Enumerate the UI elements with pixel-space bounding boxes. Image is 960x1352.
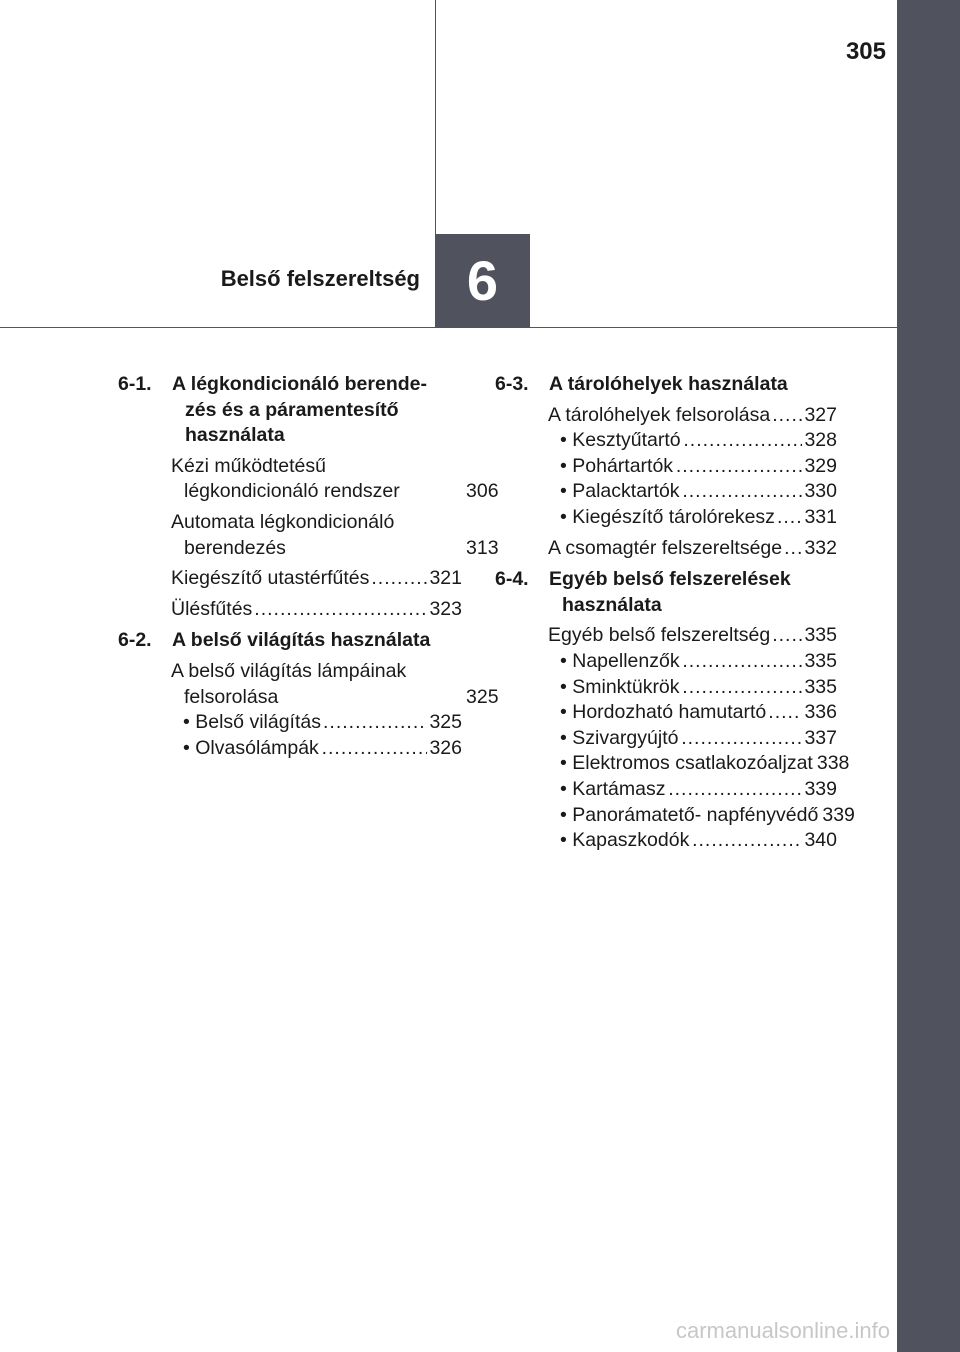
- dot-leader: [371, 566, 427, 592]
- bullet-icon: •: [560, 675, 573, 698]
- toc-entry[interactable]: [118, 454, 499, 505]
- entry-label: Kesztyűtartó: [572, 429, 681, 452]
- entry-label: Pohártartók: [572, 454, 674, 477]
- entry-label: Ülésfűtés: [171, 597, 253, 620]
- entry-label: A tárolóhelyek felsorolása: [548, 403, 771, 426]
- entry-label: Elektromos csatlakozóaljzat: [572, 752, 813, 775]
- toc-subentry[interactable]: [495, 777, 837, 803]
- dot-leader: [777, 505, 803, 531]
- entry-label: Szivargyújtó: [572, 726, 679, 749]
- toc-subentry[interactable]: [118, 710, 462, 736]
- dot-leader: [682, 649, 802, 675]
- dot-leader: [683, 428, 802, 454]
- entry-page: 330: [804, 480, 837, 503]
- section-title: A légkondicionáló berende- zés és a páramentesítő használata: [172, 373, 427, 447]
- dot-leader: [668, 777, 802, 803]
- section-title: Egyéb belső felszerelések használata: [549, 568, 791, 616]
- entry-label: Kézi működtetésű légkondicionáló rendszer: [171, 454, 400, 503]
- entry-label: Napellenzők: [572, 649, 680, 672]
- dot-leader: [772, 403, 802, 429]
- toc-entry[interactable]: [495, 623, 837, 649]
- entry-page: 326: [429, 736, 462, 759]
- entry-page: 339: [804, 777, 837, 800]
- watermark: carmanualsonline.info: [675, 1318, 890, 1343]
- chapter-number-box: 6: [435, 234, 530, 328]
- toc-section-6-1: [118, 372, 499, 622]
- section-heading[interactable]: [118, 372, 462, 449]
- bullet-icon: •: [560, 701, 573, 724]
- section-title: A belső világítás használata: [172, 629, 431, 652]
- bullet-icon: •: [560, 777, 573, 800]
- toc-entry[interactable]: [118, 510, 499, 561]
- toc-subentry[interactable]: [495, 700, 837, 726]
- entry-page: 340: [804, 829, 837, 852]
- toc-subentry[interactable]: [495, 726, 837, 752]
- entry-page: 332: [804, 536, 837, 559]
- toc-subentry[interactable]: [495, 803, 855, 829]
- toc-section-6-2: [118, 628, 499, 761]
- entry-label: A belső világítás lámpáinak felsorolása: [171, 659, 407, 708]
- entry-page: 325: [429, 711, 462, 734]
- entry-label: Panorámatető- napfényvédő: [572, 803, 819, 826]
- dot-leader: [682, 479, 802, 505]
- toc-column-right: [495, 372, 855, 860]
- entry-label: Belső világítás: [195, 711, 321, 734]
- chapter-title: Belső felszereltség: [220, 266, 420, 291]
- dot-leader: [682, 675, 802, 701]
- toc-entry[interactable]: [118, 597, 462, 623]
- section-number: 6-1.: [118, 373, 152, 395]
- bullet-icon: •: [183, 736, 196, 759]
- bullet-icon: •: [560, 649, 573, 672]
- toc-subentry[interactable]: [495, 479, 837, 505]
- entry-label: A csomagtér felszereltsége: [548, 536, 783, 559]
- bullet-icon: •: [560, 726, 573, 749]
- entry-page: 328: [804, 429, 837, 452]
- entry-page: 313: [466, 536, 499, 559]
- toc-subentry[interactable]: [495, 454, 837, 480]
- dot-leader: [768, 700, 802, 726]
- toc-subentry[interactable]: [495, 675, 837, 701]
- entry-page: 323: [429, 597, 462, 620]
- toc-column-left: [118, 372, 499, 767]
- entry-page: 325: [466, 685, 499, 708]
- dot-leader: [676, 454, 803, 480]
- entry-label: Kapaszkodók: [572, 829, 690, 852]
- bullet-icon: •: [560, 803, 573, 826]
- entry-page: 336: [804, 701, 837, 724]
- bullet-icon: •: [560, 752, 573, 775]
- toc-section-6-4: [495, 567, 855, 854]
- dot-leader: [681, 726, 802, 752]
- bullet-icon: •: [560, 505, 573, 528]
- toc-subentry[interactable]: [495, 428, 837, 454]
- entry-page: 306: [466, 480, 499, 503]
- entry-label: Automata légkondicionáló berendezés: [171, 510, 395, 559]
- section-heading[interactable]: [495, 372, 837, 398]
- entry-page: 335: [804, 675, 837, 698]
- entry-label: Palacktartók: [572, 480, 680, 503]
- dot-leader: [784, 536, 802, 562]
- entry-label: Sminktükrök: [572, 675, 680, 698]
- entry-page: 335: [804, 624, 837, 647]
- chapter-side-tab: [897, 0, 960, 1352]
- toc-subentry[interactable]: [118, 736, 462, 762]
- entry-page: 339: [822, 803, 855, 826]
- entry-label: Hordozható hamutartó: [572, 701, 767, 724]
- entry-page: 337: [804, 726, 837, 749]
- entry-page: 338: [816, 752, 850, 775]
- bullet-icon: •: [560, 480, 573, 503]
- entry-page: 321: [429, 567, 462, 590]
- toc-entry[interactable]: [118, 659, 499, 710]
- toc-subentry[interactable]: [495, 828, 837, 854]
- toc-subentry[interactable]: [495, 649, 837, 675]
- toc-subentry[interactable]: [495, 505, 837, 531]
- toc-section-6-3: [495, 372, 837, 561]
- section-number: 6-2.: [118, 629, 152, 652]
- entry-label: Egyéb belső felszereltség: [548, 624, 771, 647]
- entry-page: 329: [804, 454, 837, 477]
- section-heading[interactable]: [118, 628, 462, 654]
- section-heading[interactable]: [495, 567, 837, 618]
- dot-leader: [692, 828, 802, 854]
- bullet-icon: •: [183, 711, 196, 734]
- bullet-icon: •: [560, 829, 573, 852]
- header-divider-vertical: [435, 0, 436, 234]
- dot-leader: [323, 710, 427, 736]
- entry-page: 327: [804, 403, 837, 426]
- entry-label: Kartámasz: [572, 777, 666, 800]
- entry-page: 335: [804, 649, 837, 672]
- dot-leader: [254, 597, 427, 623]
- toc-subentry[interactable]: [495, 751, 850, 777]
- entry-page: 331: [804, 505, 837, 528]
- dot-leader: [772, 623, 802, 649]
- entry-label: Kiegészítő tárolórekesz: [572, 505, 775, 528]
- bullet-icon: •: [560, 429, 573, 452]
- toc-entry[interactable]: [495, 536, 837, 562]
- entry-label: Kiegészítő utastérfűtés: [171, 567, 370, 590]
- section-title: A tárolóhelyek használata: [549, 373, 788, 395]
- section-number: 6-4.: [495, 568, 529, 591]
- toc-entry[interactable]: [495, 403, 837, 429]
- section-number: 6-3.: [495, 373, 529, 395]
- bullet-icon: •: [560, 454, 573, 477]
- entry-label: Olvasólámpák: [195, 736, 319, 759]
- page-number: 305: [845, 38, 886, 65]
- toc-entry[interactable]: [118, 566, 462, 592]
- dot-leader: [322, 736, 428, 762]
